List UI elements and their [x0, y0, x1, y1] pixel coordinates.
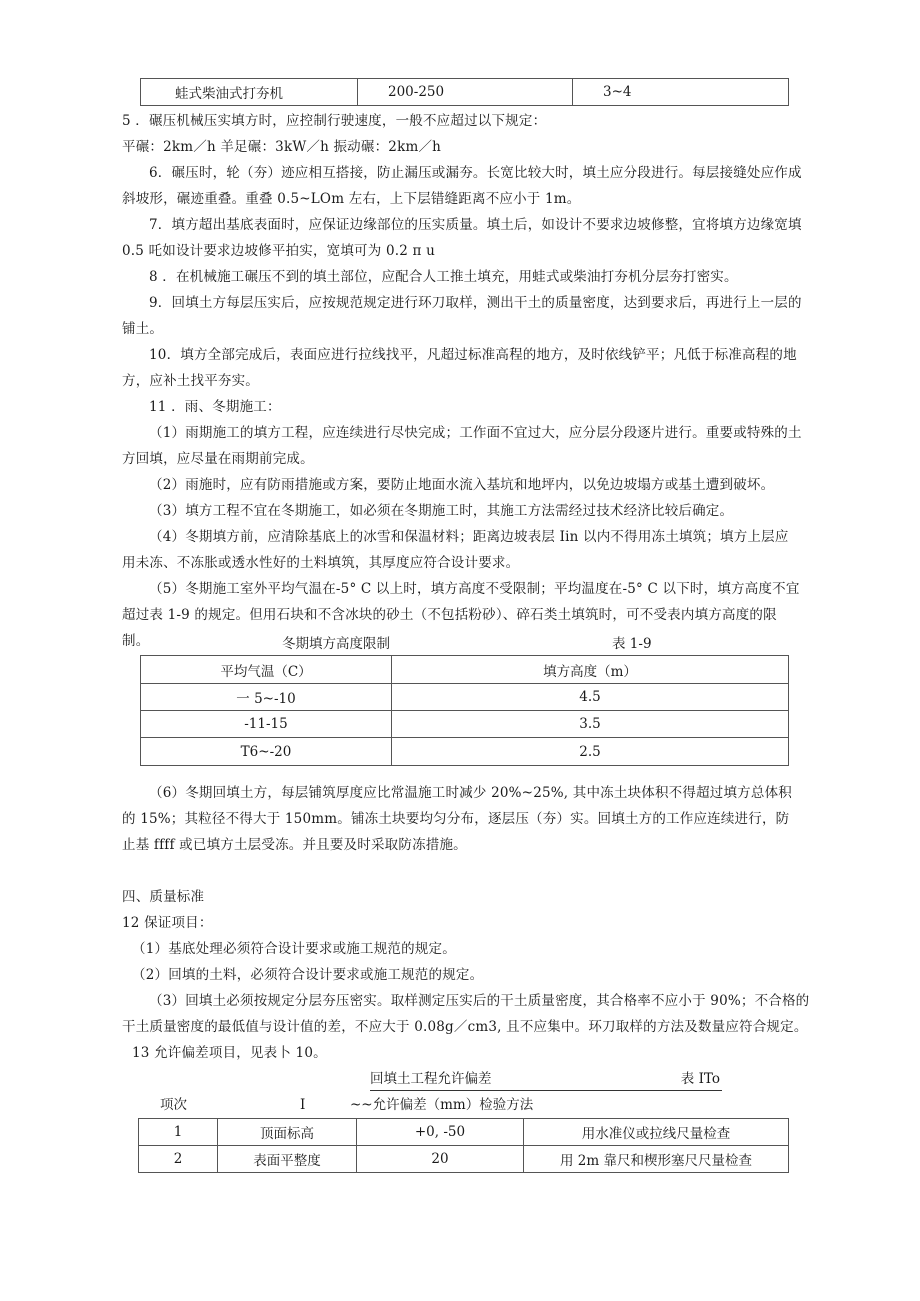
backfill-tolerance-table	[138, 1118, 789, 1173]
paragraph-11-6	[122, 780, 802, 858]
table-1-10-col-sep: I	[300, 1097, 306, 1113]
text: 12 保证项目：	[122, 915, 213, 931]
paragraph-11-4	[122, 524, 802, 576]
paragraph-7	[122, 212, 802, 264]
text: 四、质量标准	[122, 889, 205, 905]
table-row	[141, 684, 789, 711]
text: 8 ．在机械施工碾压不到的填土部位，应配合人工推土填充，用蛙式或柴油打夯机分层夯打密实。	[149, 269, 738, 285]
text: 7．填方超出基底表面时，应保证边缘部位的压实质量。填土后，如设计不要求边坡修整，宜将填方边缘宽填 0.5 吒如设计要求边坡修平拍实，宽填可为 0.2 π u	[122, 217, 802, 259]
text: （3）填方工程不宜在冬期施工，如必须在冬期施工时，其施工方法需经过技术经济比较后确定。	[149, 503, 734, 519]
text: （1）雨期施工的填方工程，应连续进行尽快完成；工作面不宜过大，应分层分段逐片进行。重要或特殊的土方回填，应尽量在雨期前完成。	[122, 425, 802, 467]
paragraph-12-1	[122, 936, 802, 962]
paragraph-11-5	[122, 576, 802, 654]
section-4-heading	[122, 884, 802, 910]
table-row	[141, 711, 789, 738]
text: （6）冬期回填土方，每层铺筑厚度应比常温施工时减少 20%~25%, 其中冻土块体积不得超过填方总体积的 15%；其粒径不得大于 150mm。铺冻土块要均匀分布，逐层压（夯）实。回填土方的工作应连续进行，防止基 ffff 或已填方土层受冻。并且要及时采取防冻措施。	[122, 785, 792, 853]
table-cell: 2.5	[392, 738, 789, 766]
table-cell: 顶面标高	[218, 1119, 357, 1146]
table-1-10-col-headers: ~~允许偏差（mm）检验方法	[350, 1097, 534, 1113]
table-row	[139, 1119, 789, 1146]
table-cell: 4.5	[392, 684, 789, 711]
text: （4）冬期填方前，应清除基底上的冰雪和保温材料；距离边坡表层 Iin 以内不得用冻土填筑；填方上层应用未冻、不冻胀或透水性好的土料填筑，其厚度应符合设计要求。	[122, 529, 789, 571]
header-cell: 平均气温（C）	[141, 656, 392, 684]
table-cell: 1	[139, 1119, 218, 1146]
table-cell: 用 2m 靠尺和楔形塞尺尺量检查	[524, 1146, 789, 1173]
table-cell: -11-15	[141, 711, 392, 738]
table-cell: 表面平整度	[218, 1146, 357, 1173]
paragraph-5-speeds	[122, 134, 802, 160]
caption-text: 回填土工程允许偏差	[370, 1071, 492, 1087]
text: 平碾：2km／h 羊足碾：3kW／h 振动碾：2km／h	[122, 139, 442, 155]
tamper-spec-table	[140, 78, 789, 106]
table-cell: 蛙式柴油式打夯机	[141, 79, 358, 106]
paragraph-5	[122, 108, 802, 134]
paragraph-12-2	[122, 962, 802, 988]
paragraph-8	[122, 264, 802, 290]
text: 13 允许偏差项目，见表卜 10。	[132, 1045, 327, 1061]
table-cell: +0, -50	[357, 1119, 524, 1146]
paragraph-13	[122, 1040, 802, 1066]
text: （2）回填的土料，必须符合设计要求或施工规范的规定。	[132, 967, 484, 983]
paragraph-9	[122, 290, 802, 342]
text: 10．填方全部完成后，表面应进行拉线找平，凡超过标准高程的地方，及时依线铲平；凡低于标准高程的地方，应补土找平夯实。	[122, 347, 797, 389]
table-cell: 2	[139, 1146, 218, 1173]
table-1-9-number: 表 1-9	[612, 636, 652, 652]
table-row	[141, 79, 789, 106]
text: （3）回填土必须按规定分层夯压密实。取样测定压实后的干土质量密度，其合格率不应小于 90%；不合格的干土质量密度的最低值与设计值的差，不应大于 0.08g／cm3, 且不应集中。环刀取样的方法及数量应符合规定。	[122, 993, 810, 1035]
paragraph-11-1	[122, 420, 802, 472]
table-1-10-col-item: 项次	[160, 1097, 187, 1113]
text: 6．碾压时，轮（夯）迹应相互搭接，防止漏压或漏夯。长宽比较大时，填土应分段进行。每层接缝处应作成斜坡形，碾迹重叠。重叠 0.5~LOm 左右，上下层错缝距离不应小于 1m。	[122, 165, 802, 207]
paragraph-12	[122, 910, 802, 936]
text: （5）冬期施工室外平均气温在-5° C 以上时，填方高度不受限制；平均温度在-5° C 以下时，填方高度不宜超过表 1-9 的规定。但用石块和不含冰块的砂土（不包括粉砂）、碎石类土填筑时，可不受表内填方高度的限制。	[122, 581, 800, 649]
table-cell: T6~-20	[141, 738, 392, 766]
text: （2）雨施时，应有防雨措施或方案，要防止地面水流入基坑和地坪内，以免边坡塌方或基土遭到破坏。	[149, 477, 775, 493]
table-row	[141, 738, 789, 766]
paragraph-11-2	[122, 472, 802, 498]
table-1-10-number: 表 ITo	[680, 1071, 720, 1087]
header-cell: 填方高度（m）	[392, 656, 789, 684]
table-cell: 3~4	[573, 79, 789, 106]
table-1-9-caption: 冬期填方高度限制	[282, 636, 390, 652]
table-1-10-caption	[370, 1070, 722, 1091]
paragraph-10	[122, 342, 802, 394]
table-row	[139, 1146, 789, 1173]
table-cell: 20	[357, 1146, 524, 1173]
table-cell: 一 5~-10	[141, 684, 392, 711]
paragraph-11	[122, 394, 802, 420]
text: 11 ．雨、冬期施工：	[149, 399, 281, 415]
text: 9．回填土方每层压实后，应按规范规定进行环刀取样，测出干土的质量密度，达到要求后，再进行上一层的铺土。	[122, 295, 802, 337]
table-header-row	[141, 656, 789, 684]
paragraph-11-3	[122, 498, 802, 524]
winter-fill-height-table	[140, 655, 789, 766]
text: 5 ．碾压机械压实填方时，应控制行驶速度，一般不应超过以下规定：	[122, 113, 547, 129]
paragraph-12-3	[122, 988, 822, 1040]
paragraph-6	[122, 160, 802, 212]
table-cell: 3.5	[392, 711, 789, 738]
table-cell: 用水准仪或拉线尺量检查	[524, 1119, 789, 1146]
table-cell: 200-250	[358, 79, 573, 106]
text: （1）基底处理必须符合设计要求或施工规范的规定。	[132, 941, 456, 957]
